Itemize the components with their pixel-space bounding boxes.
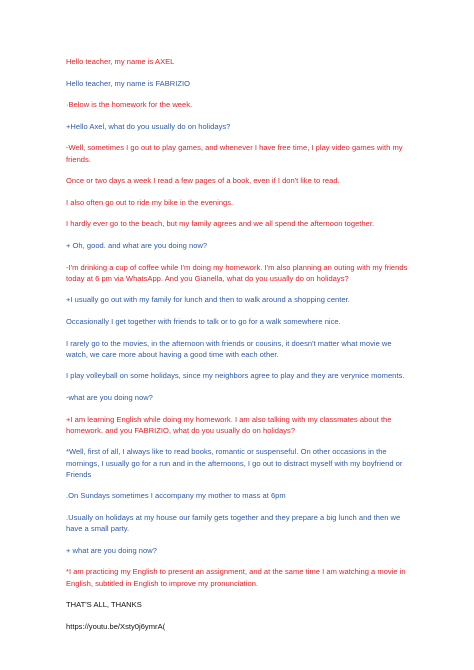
question-what-doing: -what are you doing now? (66, 392, 153, 402)
closing-thanks: THAT'S ALL, THANKS (66, 600, 142, 610)
answer-beach: I hardly ever go to the beach, but my family agrees and we all spend the afternoon together. (66, 219, 375, 229)
answer-practicing: *I am practicing my English to present an assignment, and at the same time I am watching a movie in English, subtitled in English to improve my pronunciation. (66, 567, 406, 588)
answer-movies: I rarely go to the movies, in the afternoon with friends or cousins, it doesn't matter what movie we watch, we care more about having a good time with each other. (66, 338, 392, 359)
greeting-axel: Hello teacher, my name is AXEL (66, 57, 175, 66)
answer-friends-walk: Occasionally I get together with friends to talk or to go for a walk somewhere nice. (66, 316, 341, 326)
question-doing-now: + Oh, good. and what are you doing now? (66, 240, 208, 250)
answer-games: -Well, sometimes I go out to play games, and whenever I have free time, I play video games with my friends. (66, 143, 403, 164)
homework-intro: ·Below is the homework for the week. (66, 100, 193, 110)
greeting-fabrizio: Hello teacher, my name is FABRIZIO (66, 78, 190, 88)
question-final: + what are you doing now? (66, 545, 157, 555)
answer-coffee: -I'm drinking a cup of coffee while I'm doing my homework. I'm also planning an outing with my friends today at 6 pm via WhatsApp. And you Gianella, what do you usually do on holidays? (66, 262, 408, 283)
answer-family-party: .Usually on holidays at my house our family gets together and they prepare a big lunch and then we have a small party. (66, 512, 401, 534)
question-holidays-axel: +Hello Axel, what do you usually do on holidays? (66, 121, 231, 131)
answer-learning-english: +I am learning English while doing my homework. I am also talking with my classmates about the homework. and you FABRIZIO, what do you usually do on holidays? (66, 414, 392, 435)
video-link[interactable]: https://youtu.be/Xsty0j6ymrA( (66, 621, 166, 631)
answer-family-lunch: +I usually go out with my family for lunch and then to walk around a shopping center. (66, 295, 350, 305)
answer-sundays: .On Sundays sometimes I accompany my mother to mass at 6pm (66, 491, 286, 501)
answer-bike: I also often go out to ride my bike in the evenings. (66, 197, 234, 207)
document-body (66, 56, 412, 642)
answer-volleyball: I play volleyball on some holidays, since my neighbors agree to play and they are verynice moments. (66, 371, 405, 381)
answer-reading: Once or two days a week I read a few pages of a book, even if I don't like to read. (66, 176, 340, 186)
answer-books: *Well, first of all, I always like to read books, romantic or suspenseful. On other occasions in the mornings, I usually go for a run and in the afternoons, I go out to distract myself with my boyfriend or Friends (66, 447, 403, 479)
